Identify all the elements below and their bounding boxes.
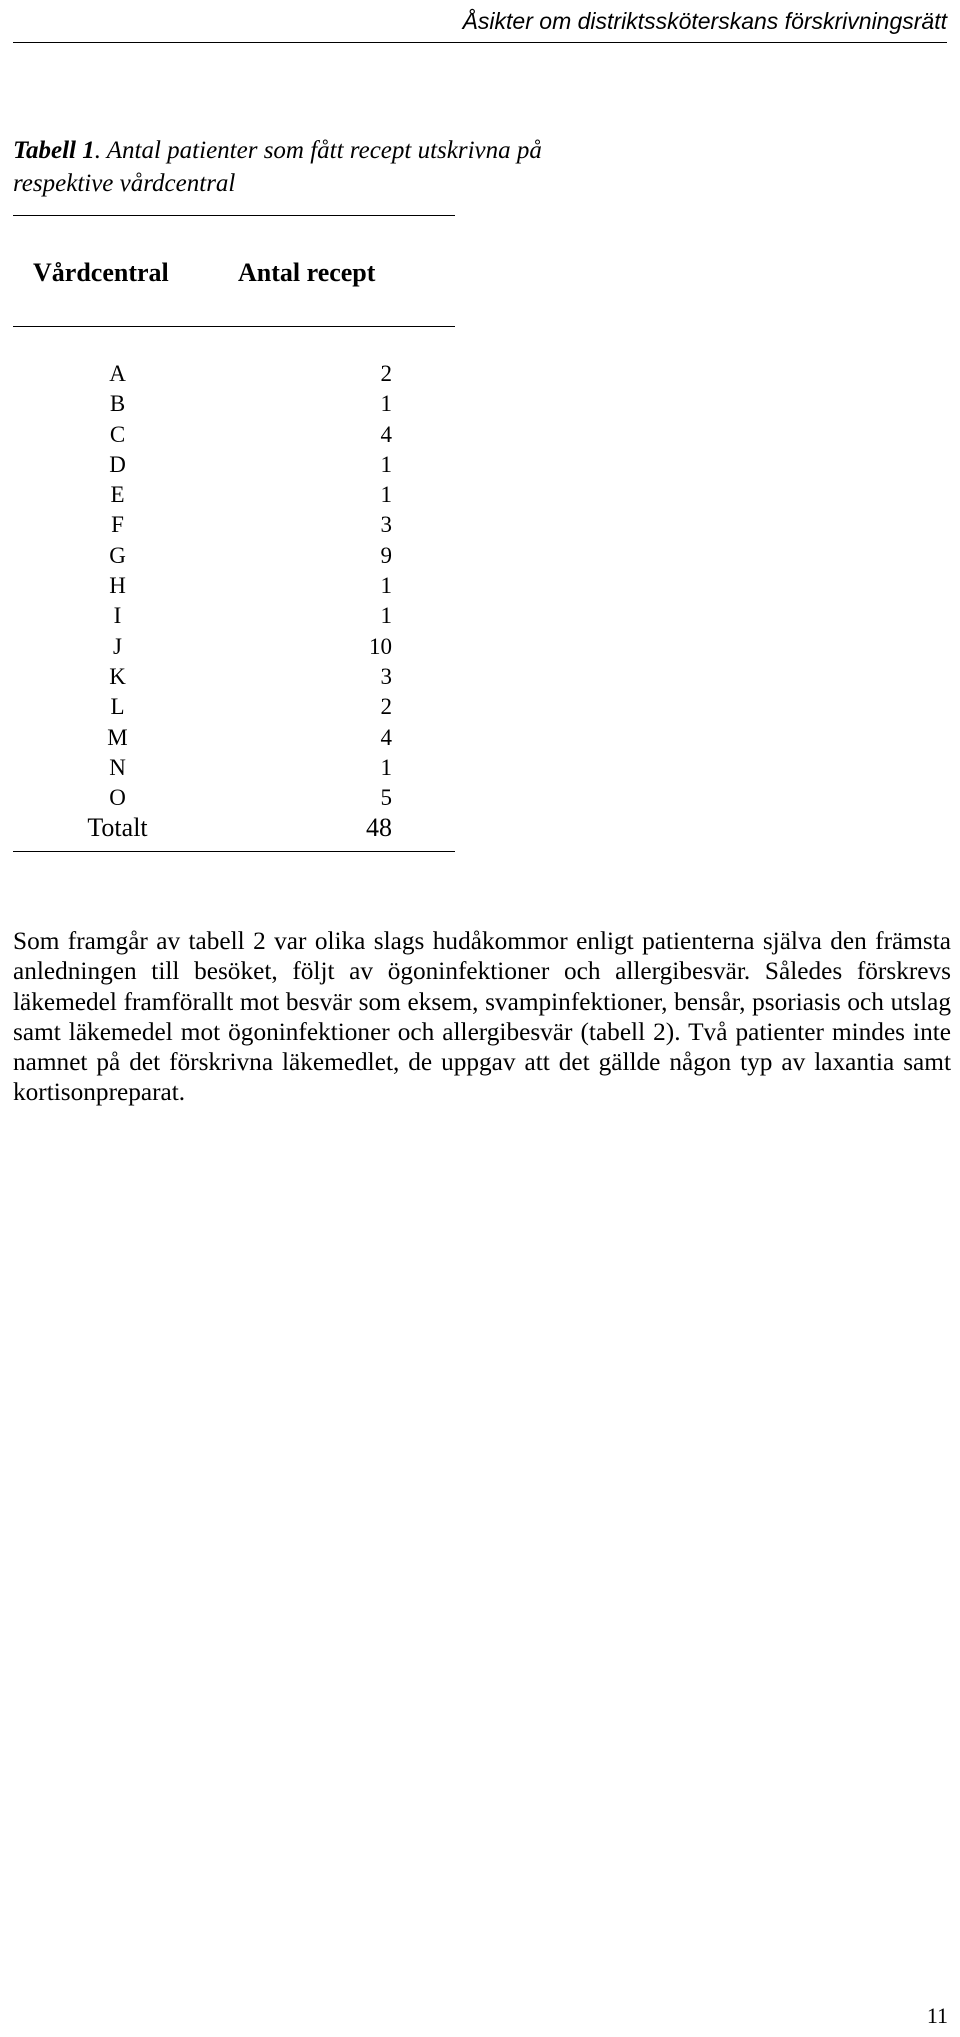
row-value: 5: [380, 785, 392, 811]
table-caption-text: . Antal patienter som fått recept utskrivna på respektive vårdcentral: [13, 137, 542, 197]
table-row: [60, 359, 392, 389]
table-body: [60, 359, 392, 844]
row-label: M: [107, 724, 128, 750]
page-number: 11: [926, 2003, 948, 2028]
row-value: 1: [380, 573, 392, 599]
row-label: F: [111, 512, 124, 538]
running-title: Åsikter om distriktssköterskans förskrivningsrätt: [462, 8, 947, 34]
row-label: K: [109, 663, 126, 689]
table-row: [60, 601, 392, 631]
table-total-row: [60, 813, 392, 843]
table-row: [60, 632, 392, 662]
table-row: [60, 753, 392, 783]
row-value: 4: [380, 724, 392, 750]
table-caption-label: Tabell 1: [13, 137, 95, 164]
row-value: 2: [380, 361, 392, 386]
body-paragraph: Som framgår av tabell 2 var olika slags hudåkommor enligt patienterna själva den främsta anledningen till besöket, följt av ögoninfektioner och allergibesvär. Således förskrevs läkemedel framförallt mot besvär som eksem, svampinfektioner, bensår, psoriasis och utslag samt läkemedel mot ögoninfektioner och allergibesvär (tabell 2). Två patienter mindes inte namnet på det förskrivna läkemedlet, de uppgav att det gällde någon typ av laxantia samt kortisonpreparat.: [13, 927, 951, 1107]
column-header-vardcentral: Vårdcentral: [33, 258, 169, 287]
row-label: E: [110, 482, 125, 508]
row-value: 1: [380, 451, 392, 477]
total-label: Totalt: [87, 813, 148, 843]
table-row: [60, 692, 392, 722]
row-value: 9: [380, 542, 392, 568]
row-value: 1: [380, 754, 392, 780]
row-value: 10: [369, 633, 392, 659]
column-header-antal-recept: Antal recept: [238, 258, 376, 287]
row-label: D: [109, 451, 126, 477]
row-value: 2: [380, 694, 392, 720]
row-label: O: [109, 785, 126, 811]
table-header-rule: [13, 326, 455, 327]
row-value: 3: [380, 663, 392, 689]
row-label: C: [109, 421, 126, 447]
row-label: A: [109, 361, 126, 386]
table-row: [60, 389, 392, 419]
table-caption: [13, 134, 573, 200]
row-value: 1: [380, 603, 392, 629]
table-bottom-rule: [13, 851, 455, 852]
table-row: [60, 420, 392, 450]
table-row: [60, 571, 392, 601]
table-row: [60, 480, 392, 510]
table-row: [60, 783, 392, 813]
row-label: I: [113, 603, 122, 629]
row-label: H: [109, 573, 126, 599]
row-value: 3: [380, 512, 392, 538]
table-top-rule: [13, 215, 455, 216]
row-label: L: [110, 694, 125, 720]
row-value: 4: [380, 421, 392, 447]
total-value: 48: [366, 813, 392, 843]
row-value: 1: [380, 391, 392, 417]
row-value: 1: [380, 482, 392, 508]
table-row: [60, 510, 392, 540]
running-header: [13, 0, 947, 43]
table-row: [60, 541, 392, 571]
row-label: B: [109, 391, 126, 417]
table-row: [60, 450, 392, 480]
table-row: [60, 662, 392, 692]
row-label: N: [109, 754, 126, 780]
table-row: [60, 723, 392, 753]
row-label: G: [109, 542, 126, 568]
row-label: J: [113, 633, 122, 659]
